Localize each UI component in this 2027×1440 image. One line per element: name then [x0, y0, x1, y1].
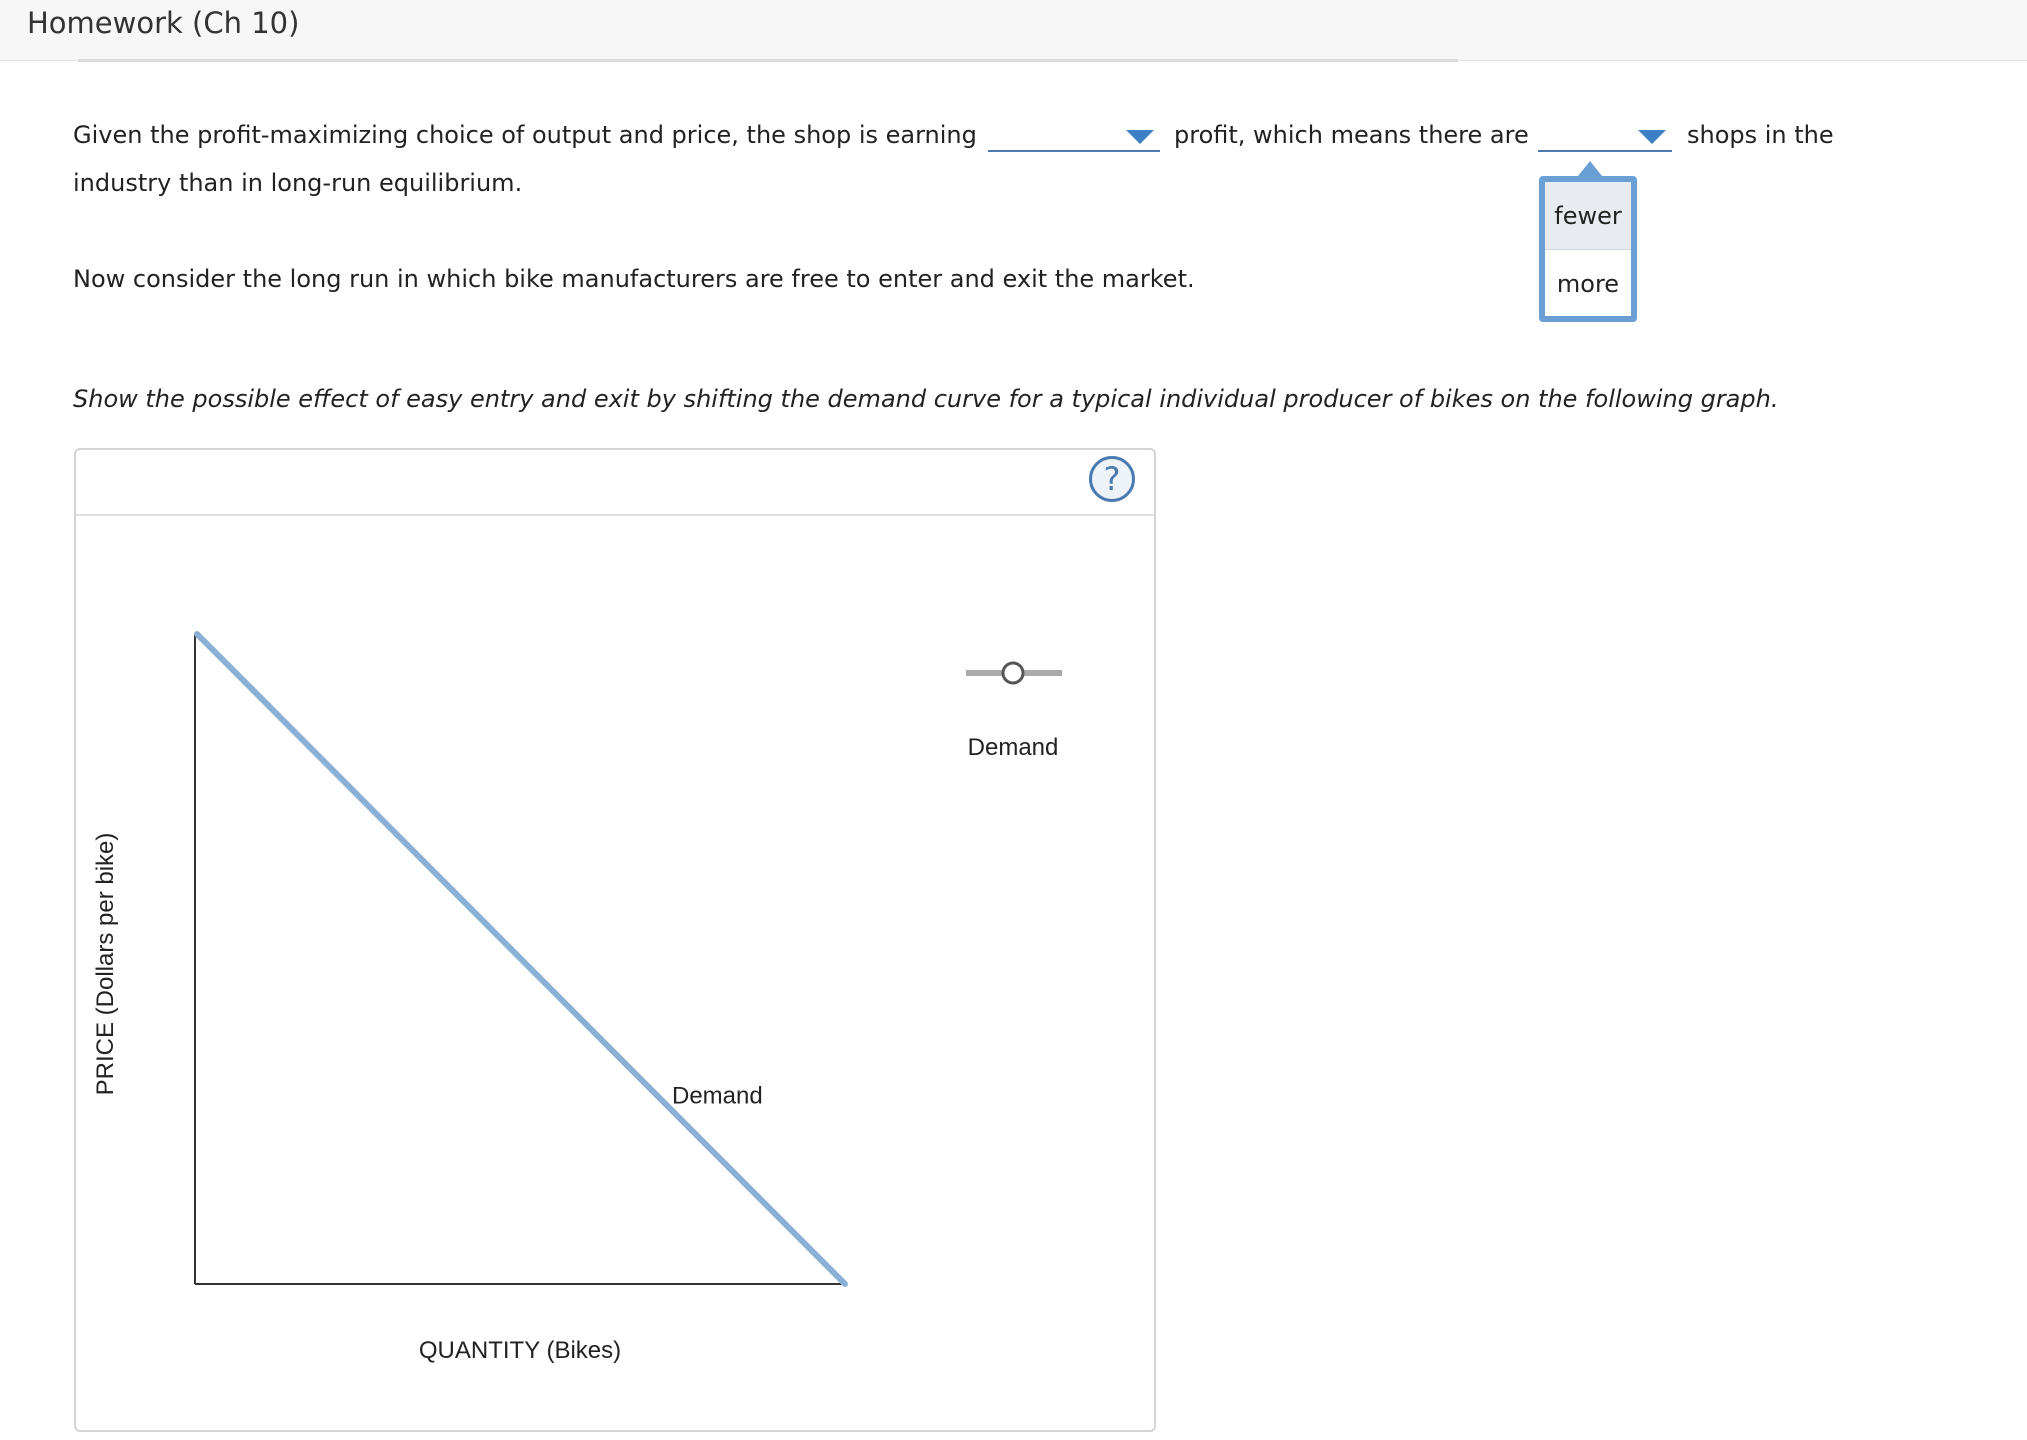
- chevron-down-icon: [1638, 130, 1666, 144]
- option-fewer[interactable]: fewer: [1545, 182, 1631, 250]
- question-text-part3: shops in the: [1687, 121, 1834, 149]
- header-divider: [78, 59, 1458, 62]
- demand-tool-handle: [1003, 663, 1023, 683]
- question-text-line2: industry than in long-run equilibrium.: [73, 169, 523, 197]
- x-axis-label: QUANTITY (Bikes): [418, 1337, 622, 1364]
- question-circle-icon[interactable]: ?: [1089, 456, 1135, 502]
- page-title: Homework (Ch 10): [27, 6, 300, 40]
- graph-toolbar: [76, 450, 1154, 516]
- dropdown-menu-pointer: [1578, 161, 1602, 176]
- shop-count-dropdown[interactable]: [1538, 120, 1672, 152]
- long-run-text: Now consider the long run in which bike manufacturers are free to enter and exit the market.: [73, 265, 1195, 293]
- y-axis-label: PRICE (Dollars per bike): [92, 832, 119, 1096]
- page-header: [0, 0, 2027, 61]
- graph-panel: [74, 448, 1156, 1432]
- question-text-part1: Given the profit-maximizing choice of output and price, the shop is earning: [73, 121, 977, 149]
- profit-type-dropdown[interactable]: [988, 120, 1160, 152]
- shop-count-options-menu: [1539, 176, 1637, 322]
- question-text-part2: profit, which means there are: [1174, 121, 1529, 149]
- instruction-text: Show the possible effect of easy entry and exit by shifting the demand curve for a typical individual producer of bikes on the following graph.: [73, 385, 1779, 413]
- palette-tool-label[interactable]: Demand: [967, 734, 1059, 761]
- chevron-down-icon: [1126, 130, 1154, 144]
- demand-curve-label: Demand: [672, 1082, 763, 1110]
- option-more[interactable]: more: [1556, 269, 1620, 298]
